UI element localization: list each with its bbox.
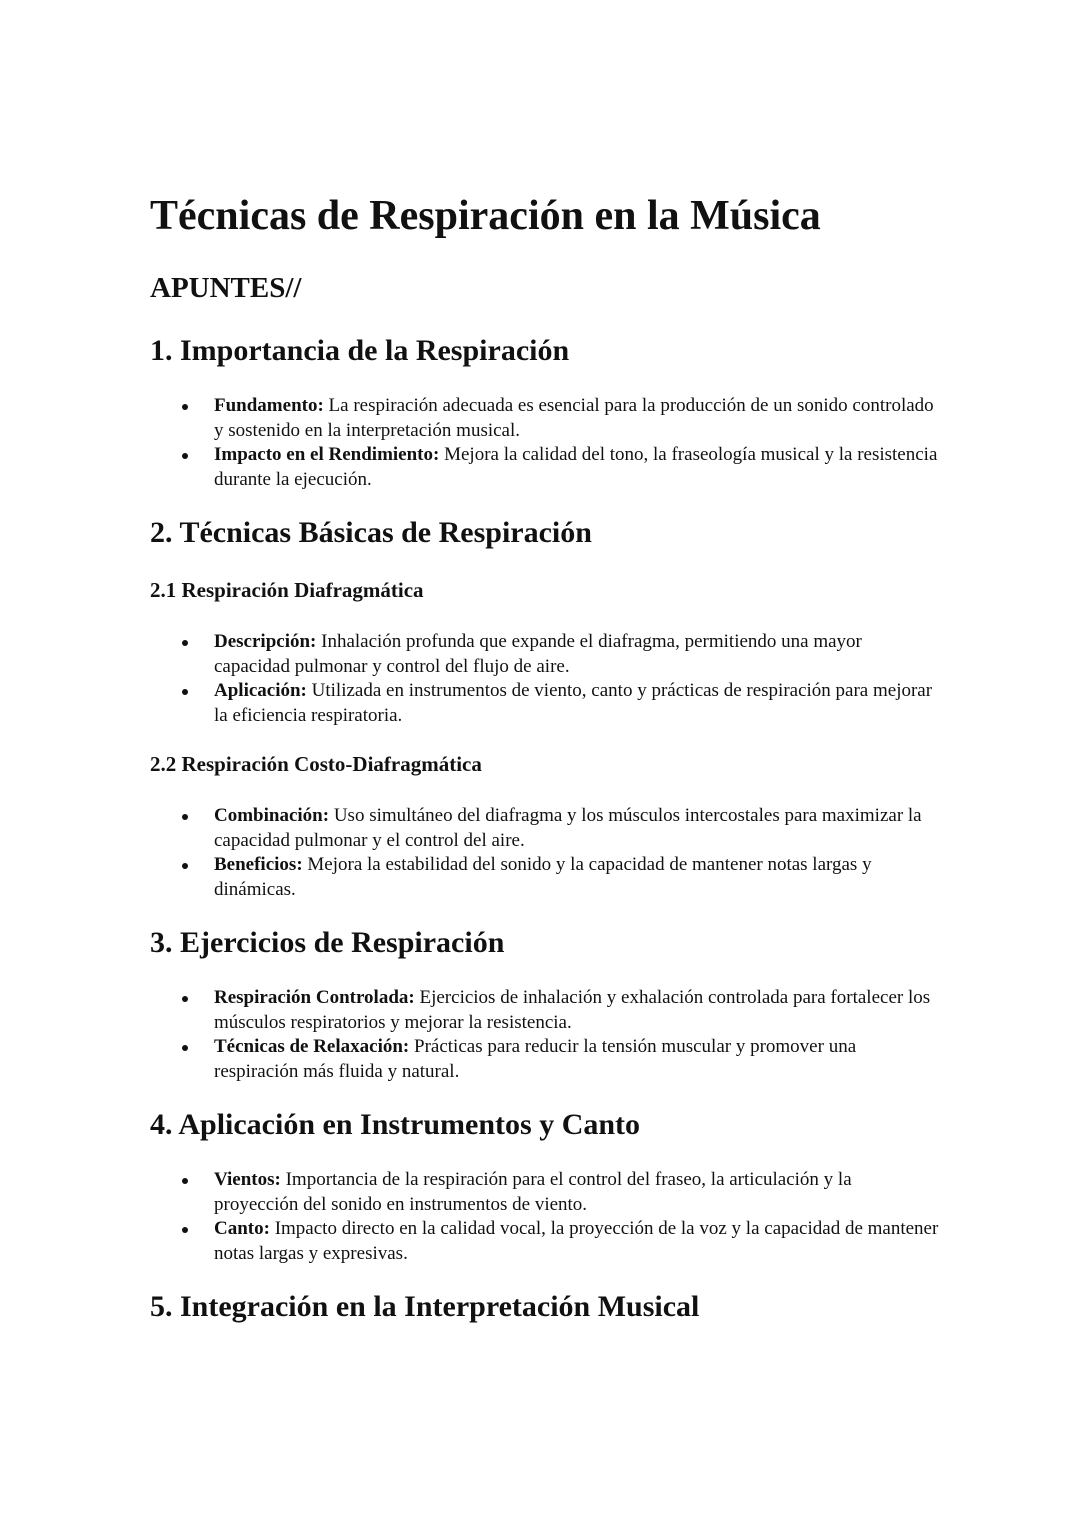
bullet-icon [182, 1045, 188, 1051]
bullet-icon [182, 453, 188, 459]
item-term: Técnicas de Relaxación: [214, 1036, 410, 1057]
section-list-aplicacion [150, 1168, 940, 1266]
item-term: Beneficios: [214, 854, 303, 875]
item-term: Fundamento: [214, 395, 324, 416]
section-heading-importancia: 1. Importancia de la Respiración [150, 334, 570, 367]
section-heading-aplicacion: 4. Aplicación en Instrumentos y Canto [150, 1108, 641, 1141]
bullet-icon [182, 404, 188, 410]
item-term: Respiración Controlada: [214, 987, 415, 1008]
item-term: Canto: [214, 1218, 270, 1239]
subsection-list-costo-diafragmatica [150, 804, 940, 902]
item-text: Mejora la calidad del tono, la fraseología musical y la resistencia durante la ejecución. [214, 444, 938, 490]
list-item [150, 804, 940, 853]
item-text: Impacto directo en la calidad vocal, la proyección de la voz y la capacidad de mantener notas largas y expresivas. [214, 1218, 939, 1264]
item-text: Importancia de la respiración para el control del fraseo, la articulación y la proyección del sonido en instrumentos de viento. [214, 1169, 852, 1215]
item-term: Impacto en el Rendimiento: [214, 444, 440, 465]
section-heading-tecnicas: 2. Técnicas Básicas de Respiración [150, 516, 592, 549]
subsection-list-diafragmatica [150, 630, 940, 728]
item-term: Aplicación: [214, 680, 307, 701]
item-term: Combinación: [214, 805, 330, 826]
bullet-icon [182, 1178, 188, 1184]
item-text: Uso simultáneo del diafragma y los músculos intercostales para maximizar la capacidad pulmonar y el control del aire. [214, 805, 922, 851]
list-item [150, 443, 940, 492]
item-text: La respiración adecuada es esencial para la producción de un sonido controlado y sostenido en la interpretación musical. [214, 395, 934, 441]
list-item [150, 986, 940, 1035]
document-title: Técnicas de Respiración en la Música [150, 193, 821, 239]
item-text: Prácticas para reducir la tensión muscular y promover una respiración más fluida y natural. [214, 1036, 857, 1082]
list-item [150, 1217, 940, 1266]
section-list-ejercicios [150, 986, 940, 1084]
item-text: Mejora la estabilidad del sonido y la capacidad de mantener notas largas y dinámicas. [214, 854, 872, 900]
bullet-icon [182, 640, 188, 646]
list-item [150, 679, 940, 728]
item-text: Ejercicios de inhalación y exhalación controlada para fortalecer los músculos respiratorios y mejorar la resistencia. [214, 987, 931, 1033]
list-item [150, 1168, 940, 1217]
item-term: Vientos: [214, 1169, 281, 1190]
bullet-icon [182, 814, 188, 820]
section-list-importancia [150, 394, 940, 492]
bullet-icon [182, 689, 188, 695]
bullet-icon [182, 996, 188, 1002]
bullet-icon [182, 1227, 188, 1233]
list-item [150, 394, 940, 443]
subsection-heading-costo-diafragmatica: 2.2 Respiración Costo-Diafragmática [150, 752, 482, 776]
document-subtitle: APUNTES// [150, 272, 302, 304]
list-item [150, 853, 940, 902]
list-item [150, 630, 940, 679]
item-text: Inhalación profunda que expande el diafragma, permitiendo una mayor capacidad pulmonar y control del flujo de aire. [214, 631, 862, 677]
document-page [150, 190, 940, 1350]
subsection-heading-diafragmatica: 2.1 Respiración Diafragmática [150, 578, 424, 602]
bullet-icon [182, 863, 188, 869]
section-heading-ejercicios: 3. Ejercicios de Respiración [150, 926, 505, 959]
section-heading-integracion: 5. Integración en la Interpretación Musical [150, 1290, 700, 1323]
item-term: Descripción: [214, 631, 317, 652]
list-item [150, 1035, 940, 1084]
item-text: Utilizada en instrumentos de viento, canto y prácticas de respiración para mejorar la eficiencia respiratoria. [214, 680, 933, 726]
